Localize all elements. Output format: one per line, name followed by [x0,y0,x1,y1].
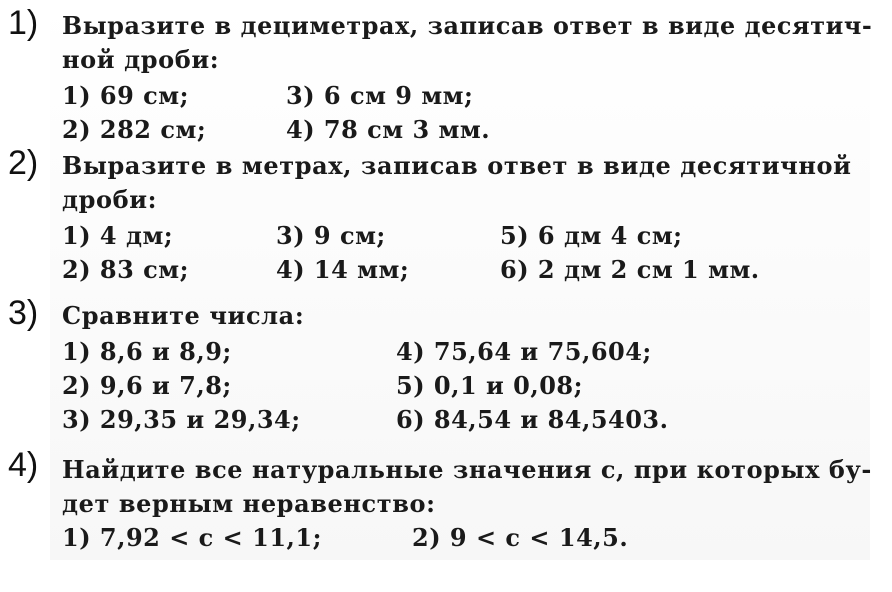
problem-4-item-1: 1) 7,92 < с < 11,1; [62,523,322,552]
problem-2-text-line-1: Выразите в метрах, записав ответ в виде десятичной [62,151,852,180]
problem-2-number: 2) [8,144,39,182]
problem-3-item-2: 2) 9,6 и 7,8; [62,371,232,400]
problem-1-item-4: 4) 78 см 3 мм. [286,115,491,144]
problem-4-text-line-1: Найдите все натуральные значения с, при которых бу- [62,455,872,484]
problem-3-item-4: 4) 75,64 и 75,604; [396,337,652,366]
problem-3-number: 3) [8,294,39,332]
problem-3-item-5: 5) 0,1 и 0,08; [396,371,583,400]
problem-3-item-6: 6) 84,54 и 84,5403. [396,405,669,434]
problem-2-text-line-2: дроби: [62,185,158,214]
problem-2-item-1: 1) 4 дм; [62,221,174,250]
problem-4-item-2: 2) 9 < с < 14,5. [412,523,629,552]
problem-2-item-3: 3) 9 см; [276,221,386,250]
problem-2-item-4: 4) 14 мм; [276,255,410,284]
problem-1-text-line-1: Выразите в дециметрах, записав ответ в виде десятич- [62,11,873,40]
problem-1-text-line-2: ной дроби: [62,45,220,74]
problem-1-item-3: 3) 6 см 9 мм; [286,81,474,110]
problem-4-number: 4) [8,446,39,484]
problem-1-item-2: 2) 282 см; [62,115,207,144]
problem-3-item-1: 1) 8,6 и 8,9; [62,337,232,366]
problem-2-item-5: 5) 6 дм 4 см; [500,221,683,250]
problem-1-number: 1) [8,4,39,42]
problem-4-text-line-2: дет верным неравенство: [62,489,436,518]
problem-2-item-6: 6) 2 дм 2 см 1 мм. [500,255,760,284]
problem-2-item-2: 2) 83 см; [62,255,189,284]
problem-3-item-3: 3) 29,35 и 29,34; [62,405,301,434]
problem-3-text-line-1: Сравните числа: [62,301,305,330]
problem-1-item-1: 1) 69 см; [62,81,189,110]
